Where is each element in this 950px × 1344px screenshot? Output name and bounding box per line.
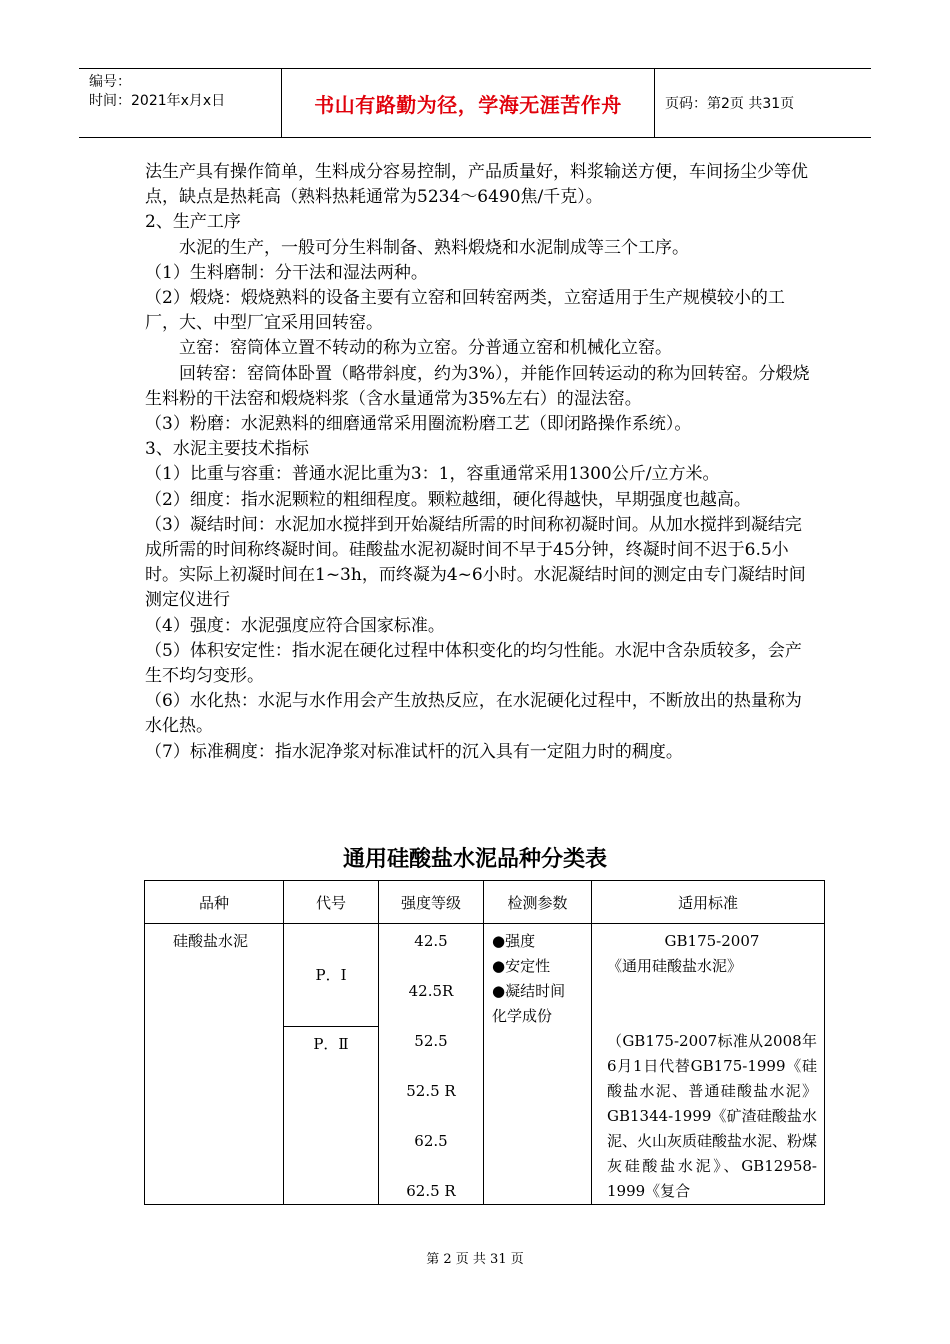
paragraph: 回转窑：窑筒体卧置（略带斜度，约为3%），并能作回转运动的称为回转窑。分煅烧生料粉的干法窑和煅烧料浆（含水量通常为35%左右）的湿法窑。 — [145, 363, 810, 409]
param-item: 化学成份 — [492, 1007, 553, 1025]
page-footer: 第 2 页 共 31 页 — [426, 1252, 524, 1267]
code-label: P．Ⅰ — [315, 966, 347, 985]
table-row — [145, 924, 825, 1027]
header-code: 代号 — [284, 881, 379, 924]
paragraph: （1）比重与容重：普通水泥比重为3：1，容重通常采用1300公斤/立方米。 — [145, 464, 720, 485]
paragraph: 法生产具有操作简单，生料成分容易控制，产品质量好，料浆输送方便，车间扬尘少等优点，缺点是热耗高（熟料热耗通常为5234～6490焦/千克）。 — [145, 162, 808, 208]
table-header-row — [145, 881, 825, 924]
time-label: 时间：2021年x月x日 — [89, 93, 226, 109]
paragraph: （3）粉磨：水泥熟料的细磨通常采用圈流粉磨工艺（即闭路操作系统）。 — [145, 414, 692, 435]
paragraph: （6）水化热：水泥与水作用会产生放热反应，在水泥硬化过程中，不断放出的热量称为水化热。 — [145, 691, 802, 737]
paragraph: 立窑：窑筒体立置不转动的称为立窑。分普通立窑和机械化立窑。 — [179, 338, 672, 359]
header-meta — [79, 69, 282, 137]
paragraph: 水泥的生产，一般可分生料制备、熟料煅烧和水泥制成等三个工序。 — [179, 237, 689, 258]
grade-value: 62.5 — [414, 1132, 448, 1150]
header-standard: 适用标准 — [592, 881, 825, 924]
variety-name: 硅酸盐水泥 — [173, 932, 249, 950]
grade-value: 42.5R — [408, 982, 454, 1000]
code-cell-2 — [284, 1026, 379, 1204]
paragraph: （1）生料磨制：分干法和湿法两种。 — [145, 262, 428, 283]
header-motto: 书山有路勤为径，学海无涯苦作舟 — [282, 69, 655, 137]
section-heading: 3、水泥主要技术指标 — [145, 439, 309, 460]
standard-code: GB175-2007 — [664, 932, 760, 950]
code-cell-1 — [284, 924, 379, 1027]
paragraph: （4）强度：水泥强度应符合国家标准。 — [145, 615, 445, 636]
code-label: P．Ⅱ — [313, 1034, 349, 1053]
header-params: 检测参数 — [484, 881, 592, 924]
paragraph: （5）体积安定性：指水泥在硬化过程中体积变化的均匀性能。水泥中含杂质较多，会产生不均匀变形。 — [145, 640, 802, 687]
variety-cell — [145, 924, 284, 1205]
header-grade: 强度等级 — [379, 881, 484, 924]
document-body — [145, 160, 810, 765]
page-header — [79, 68, 871, 138]
section-heading: 2、生产工序 — [145, 212, 241, 233]
param-item: ●强度 — [492, 932, 536, 950]
param-item: ●安定性 — [492, 957, 551, 975]
paragraph: （2）细度：指水泥颗粒的粗细程度。颗粒越细，硬化得越快，早期强度也越高。 — [145, 489, 751, 510]
standard-note: （GB175-2007标准从2008年6月1日代替GB175-1999《硅酸盐水泥、普通硅酸盐水泥》GB1344-1999《矿渣硅酸盐水泥、火山灰质硅酸盐水泥、粉煤灰硅酸盐水泥》、GB12958-1999《复合 — [607, 1032, 818, 1200]
serial-label: 编号： — [89, 74, 131, 90]
page-label: 页码：第2页 共31页 — [665, 96, 795, 112]
grade-value: 62.5 R — [406, 1182, 456, 1200]
header-variety: 品种 — [145, 881, 284, 924]
grade-value: 52.5 — [414, 1032, 448, 1050]
table-title: 通用硅酸盐水泥品种分类表 — [342, 847, 607, 872]
paragraph: （2）煅烧：煅烧熟料的设备主要有立窑和回转窑两类，立窑适用于生产规模较小的工厂，大、中型厂宜采用回转窑。 — [145, 288, 785, 334]
classification-table — [144, 880, 825, 1205]
grade-value: 52.5 R — [406, 1082, 456, 1100]
grade-cell — [379, 924, 484, 1205]
paragraph: （3）凝结时间：水泥加水搅拌到开始凝结所需的时间称初凝时间。从加水搅拌到凝结完成所需的时间称终凝时间。硅酸盐水泥初凝时间不早于45分钟，终凝时间不迟于6.5小时。实际上初凝时间在1~3h，而终凝为4~6小时。水泥凝结时间的测定由专门凝结时间测定仪进行 — [145, 514, 806, 611]
standard-cell — [592, 924, 825, 1205]
standard-title: 《通用硅酸盐水泥》 — [607, 957, 743, 975]
header-page — [655, 69, 871, 137]
param-item: ●凝结时间 — [492, 982, 566, 1000]
grade-value: 42.5 — [414, 932, 448, 950]
paragraph: （7）标准稠度：指水泥净浆对标准试杆的沉入具有一定阻力时的稠度。 — [145, 741, 683, 762]
params-cell — [484, 924, 592, 1205]
